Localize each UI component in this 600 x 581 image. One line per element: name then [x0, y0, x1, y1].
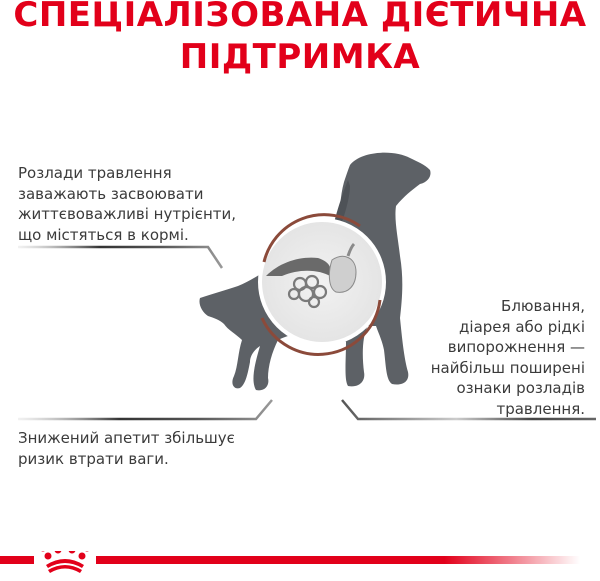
callout-line: випорожнення —: [447, 338, 585, 356]
title-line-2: ПІДТРИМКА: [179, 37, 421, 77]
callout-line: заважають засвоювати: [18, 184, 204, 203]
title-line-1: СПЕЦІАЛІЗОВАНА ДІЄТИЧНА: [13, 0, 587, 35]
brand-bar: [0, 551, 600, 581]
callout-line: найбільш поширені: [430, 358, 585, 377]
callout-line: Блювання,: [501, 297, 585, 315]
callout-line: ознаки розладів: [456, 379, 585, 397]
callout-symptoms: [431, 296, 585, 419]
callout-appetite: [18, 428, 235, 469]
callout-line: життєвоважливі нутрієнти,: [18, 205, 237, 223]
callout-line: Розлади травлення: [18, 164, 172, 182]
callout-line: травлення.: [496, 399, 585, 418]
callout-line: діарея або рідкі: [459, 317, 585, 336]
callout-nutrient-absorption: [18, 163, 236, 245]
callout-line: що містяться в кормі.: [18, 225, 189, 244]
callout-line: ризик втрати ваги.: [18, 449, 169, 468]
crown-icon: [40, 551, 91, 573]
callout-line: Знижений апетит збільшує: [18, 429, 235, 447]
